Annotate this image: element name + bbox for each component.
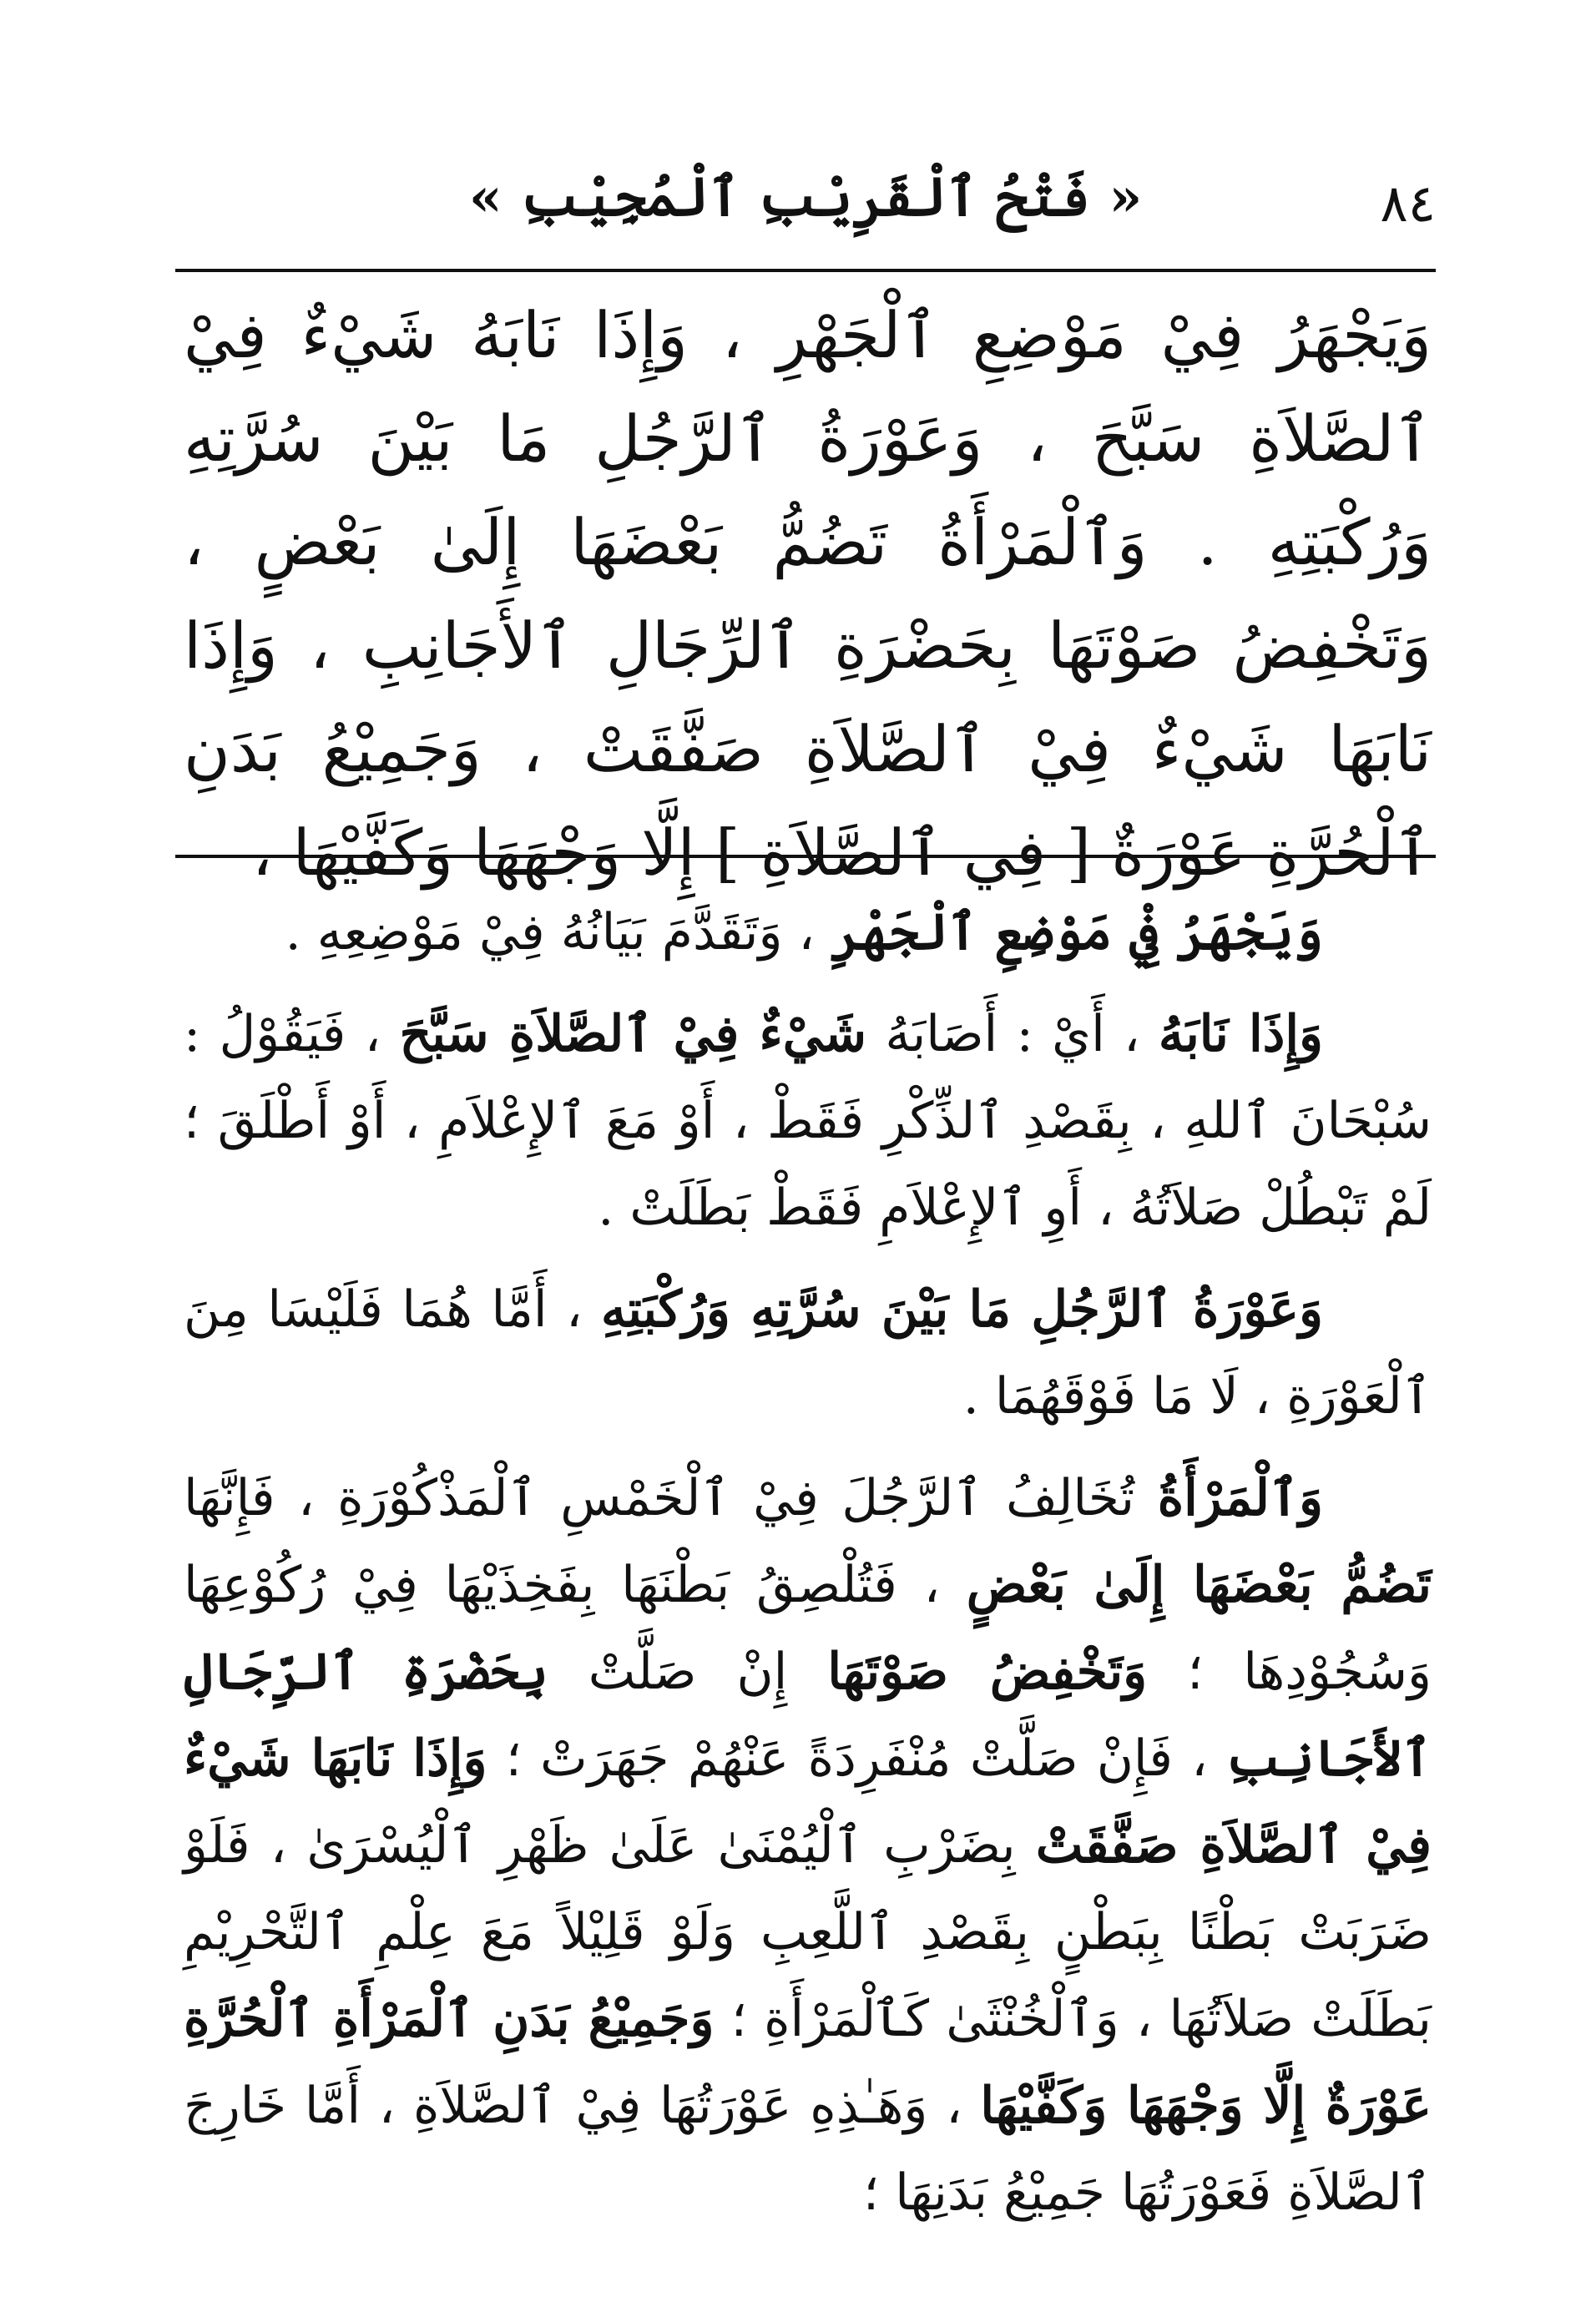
commentary-text: تُخَالِفُ ٱلرَّجُلَ فِيْ ٱلْخَمْسِ ٱلْمَذْكُوْرَةِ ، فَإِنَّهَا	[184, 1469, 1158, 1527]
page-number: ٨٤	[1380, 173, 1436, 234]
commentary-text: ، وَتَقَدَّمَ بَيَانُهُ فِيْ مَوْضِعِهِ .	[285, 903, 831, 962]
page-header	[175, 154, 1436, 255]
commentary-paragraph	[184, 1266, 1432, 1440]
commentary-text: ، أَمَّا هُمَا فَلَيْسَا مِنَ ٱلْعَوْرَةِ ، لَا مَا فَوْقَهُمَا .	[184, 1280, 1432, 1426]
matn-quote: وَتَخْفِضُ صَوْتَهَا	[827, 1643, 1148, 1701]
matn-text: وَيَجْهَرُ فِيْ مَوْضِعِ ٱلْجَهْرِ ، وَإِذَا نَابَهُ شَيْءٌ فِيْ ٱلصَّلاَةِ سَبَّحَ ، وَعَوْرَةُ ٱلرَّجُلِ مَا بَيْنَ سُرَّتِهِ وَرُكْبَتِهِ . وَٱلْمَرْأَةُ تَضُمُّ بَعْضَهَا إِلَىٰ بَعْضٍ ، وَتَخْفِضُ صَوْتَهَا بِحَضْرَةِ ٱلرِّجَالِ ٱلأَجَانِبِ ، وَإِذَا نَابَهَا شَيْءٌ فِيْ ٱلصَّلاَةِ صَفَّقَتْ ، وَجَمِيْعُ بَدَنِ ٱلْحُرَّةِ عَوْرَةٌ [ فِي ٱلصَّلاَةِ ] إِلَّا وَجْهَهَا وَكَفَّيْهَا ،	[184, 298, 1432, 890]
commentary-text: ، وَهَـٰذِهِ عَوْرَتُهَا فِيْ ٱلصَّلاَةِ ، أَمَّا خَارِجَ ٱلصَّلاَةِ فَعَوْرَتُهَا جَمِيْعُ بَدَنِهَا ؛	[184, 2077, 1432, 2222]
commentary-text: بِضَرْبِ ٱلْيُمْنَىٰ عَلَىٰ ظَهْرِ ٱلْيُسْرَىٰ ، فَلَوْ ضَرَبَتْ بَطْنًا بِبَطْنٍ بِقَصْدِ ٱللَّعِبِ وَلَوْ قَلِيْلاً مَعَ عِلْمِ ٱلتَّحْرِيْمِ بَطَلَتْ صَلاَتُهَا ، وَٱلْخُنْثَىٰ كَٱلْمَرْأَةِ ؛	[184, 1816, 1432, 2048]
matn-quote: تَضُمُّ بَعْضَهَا إِلَىٰ بَعْضٍ	[966, 1556, 1432, 1614]
commentary-text: إِنْ صَلَّتْ	[548, 1643, 828, 1701]
header-rule	[175, 269, 1436, 272]
matn-quote: بِحَضْرَةِ ٱلرِّجَالِ ٱلأَجَانِبِ	[184, 1643, 1432, 1788]
commentary	[184, 889, 1432, 2251]
commentary-paragraph	[184, 991, 1432, 1251]
matn-sharh-divider	[175, 855, 1436, 858]
matn-quote: وَعَوْرَةُ ٱلرَّجُلِ مَا بَيْنَ سُرَّتِهِ وَرُكْبَتِهِ	[600, 1280, 1323, 1339]
matn-quote: وَٱلْمَرْأَةُ	[1157, 1469, 1323, 1527]
matn-quote: وَإِذَا نَابَهَا شَيْءٌ فِيْ ٱلصَّلاَةِ صَفَّقَتْ	[184, 1729, 1432, 1875]
commentary-paragraph	[184, 889, 1432, 976]
commentary-text: ، فَتُلْصِقُ بَطْنَهَا بِفَخِذَيْهَا فِيْ رُكُوْعِهَا وَسُجُوْدِهَا ؛	[184, 1556, 1432, 1701]
commentary-text: ، فَيَقُوْلُ : سُبْحَانَ ٱللهِ ، بِقَصْدِ ٱلذِّكْرِ فَقَطْ ، أَوْ مَعَ ٱلإِعْلاَمِ ، أَوْ أَطْلَقَ ؛ لَمْ تَبْطُلْ صَلاَتُهُ ، أَوِ ٱلإِعْلاَمِ فَقَطْ بَطَلَتْ .	[184, 1005, 1432, 1237]
running-title: « فَتْحُ ٱلْقَرِيْبِ ٱلْمُجِيْبِ »	[468, 166, 1143, 229]
matn-quote: وَإِذَا نَابَهُ	[1158, 1005, 1323, 1063]
matn-quote: شَيْءٌ فِيْ ٱلصَّلاَةِ سَبَّحَ	[399, 1005, 867, 1063]
matn-quote: وَجَمِيْعُ بَدَنِ ٱلْمَرْأَةِ ٱلْحُرَّةِ عَوْرَةٌ إِلَّا وَجْهَهَا وَكَفَّيْهَا	[184, 1990, 1432, 2135]
commentary-text: ، فَإِنْ صَلَّتْ مُنْفَرِدَةً عَنْهُمْ جَهَرَتْ ؛	[487, 1729, 1226, 1788]
matn-quote: وَيَجْهَرُ فِيْ مَوْضِعِ ٱلْجَهْرِ	[830, 903, 1323, 962]
commentary-text: ، أَيْ : أَصَابَهُ	[866, 1005, 1159, 1063]
commentary-paragraph	[184, 1455, 1432, 2236]
